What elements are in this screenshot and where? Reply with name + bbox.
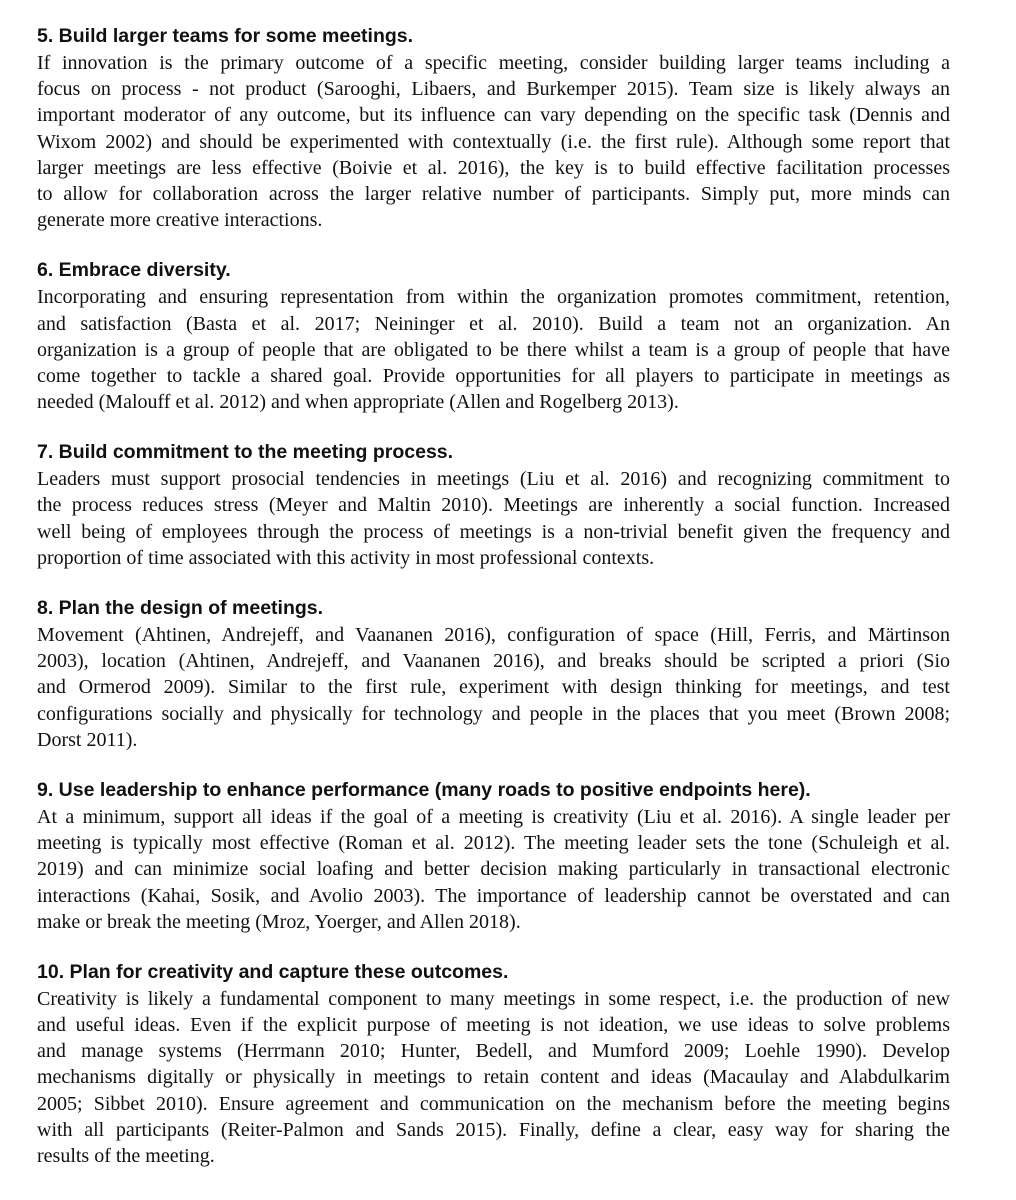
paragraph-line: Dorst 2011). [37, 728, 138, 751]
paragraph-line: proportion of time associated with this activity in most professional contexts. [37, 546, 655, 569]
section-heading: 5. Build larger teams for some meetings. [37, 25, 414, 47]
paragraph-line: meeting is typically most effective (Roman et al. 2012). The meeting leader sets the tone (Schuleigh et al. [37, 832, 950, 855]
paragraph-line: larger meetings are less effective (Boivie et al. 2016), the key is to build effective facilitation processes [37, 156, 950, 179]
paragraph-line: and Ormerod 2009). Similar to the first rule, experiment with design thinking for meetings, and test [37, 676, 950, 699]
rule-section [37, 594, 950, 753]
paragraph-line: 2003), location (Ahtinen, Andrejeff, and Vaananen 2016), and breaks should be scripted a priori (Sio [37, 650, 950, 673]
rule-section [37, 22, 950, 233]
paragraph-line: results of the meeting. [37, 1145, 215, 1167]
section-heading: 7. Build commitment to the meeting process. [37, 441, 454, 464]
rule-section [37, 256, 950, 415]
rule-section [37, 958, 950, 1169]
section-heading: 10. Plan for creativity and capture these outcomes. [37, 960, 509, 983]
paragraph-line: well being of employees through the process of meetings is a non-trivial benefit given the frequency and [37, 520, 950, 543]
document-page [37, 22, 950, 1192]
paragraph-line: and manage systems (Herrmann 2010; Hunter, Bedell, and Mumford 2009; Loehle 1990). Develop [37, 1040, 950, 1063]
section-paragraph [37, 284, 950, 415]
paragraph-line: At a minimum, support all ideas if the goal of a meeting is creativity (Liu et al. 2016). A single leader per [37, 805, 950, 828]
paragraph-line: Movement (Ahtinen, Andrejeff, and Vaananen 2016), configuration of space (Hill, Ferris, and Märtinson [37, 624, 950, 646]
paragraph-line: Incorporating and ensuring representation from within the organization promotes commitment, retention, [37, 286, 950, 309]
section-paragraph [37, 986, 950, 1169]
paragraph-line: Leaders must support prosocial tendencies in meetings (Liu et al. 2016) and recognizing commitment to [37, 468, 950, 491]
section-paragraph [37, 804, 950, 935]
paragraph-line: needed (Malouff et al. 2012) and when appropriate (Allen and Rogelberg 2013). [37, 391, 679, 414]
paragraph-line: with all participants (Reiter-Palmon and Sands 2015). Finally, define a clear, easy way for sharing the [37, 1118, 950, 1141]
paragraph-line: and useful ideas. Even if the explicit purpose of meeting is not ideation, we use ideas to solve problems [37, 1014, 950, 1037]
paragraph-line: focus on process - not product (Sarooghi, Libaers, and Burkemper 2015). Team size is likely always an [37, 78, 950, 101]
section-paragraph [37, 50, 950, 233]
paragraph-line: If innovation is the primary outcome of a specific meeting, consider building larger teams including a [37, 52, 950, 74]
paragraph-line: generate more creative interactions. [37, 209, 323, 232]
section-heading: 6. Embrace diversity. [37, 259, 231, 282]
paragraph-line: important moderator of any outcome, but its influence can vary depending on the specific task (Dennis and [37, 104, 950, 127]
rule-section [37, 776, 950, 935]
paragraph-line: to allow for collaboration across the larger relative number of participants. Simply put, more minds can [37, 182, 950, 205]
paragraph-line: the process reduces stress (Meyer and Maltin 2010). Meetings are inherently a social function. Increased [37, 494, 950, 517]
section-heading: 9. Use leadership to enhance performance (many roads to positive endpoints here). [37, 778, 811, 801]
section-heading: 8. Plan the design of meetings. [37, 597, 324, 619]
paragraph-line: 2005; Sibbet 2010). Ensure agreement and communication on the mechanism before the meeting begins [37, 1092, 950, 1115]
paragraph-line: come together to tackle a shared goal. Provide opportunities for all players to participate in meetings as [37, 364, 950, 387]
paragraph-line: make or break the meeting (Mroz, Yoerger, and Allen 2018). [37, 910, 521, 933]
paragraph-line: mechanisms digitally or physically in meetings to retain content and ideas (Macaulay and Alabdulkarim [37, 1066, 950, 1089]
paragraph-line: Creativity is likely a fundamental component to many meetings in some respect, i.e. the production of new [37, 987, 950, 1010]
paragraph-line: interactions (Kahai, Sosik, and Avolio 2003). The importance of leadership cannot be overstated and can [37, 884, 950, 907]
paragraph-line: Wixom 2002) and should be experimented with contextually (i.e. the first rule). Although some report that [37, 130, 950, 153]
section-paragraph [37, 622, 950, 753]
rule-section [37, 438, 950, 571]
paragraph-line: 2019) and can minimize social loafing and better decision making particularly in transactional electronic [37, 858, 950, 881]
paragraph-line: configurations socially and physically for technology and people in the places that you meet (Brown 2008; [37, 702, 950, 725]
paragraph-line: and satisfaction (Basta et al. 2017; Neininger et al. 2010). Build a team not an organization. An [37, 312, 950, 335]
section-paragraph [37, 466, 950, 571]
paragraph-line: organization is a group of people that are obligated to be there whilst a team is a group of people that have [37, 338, 950, 361]
